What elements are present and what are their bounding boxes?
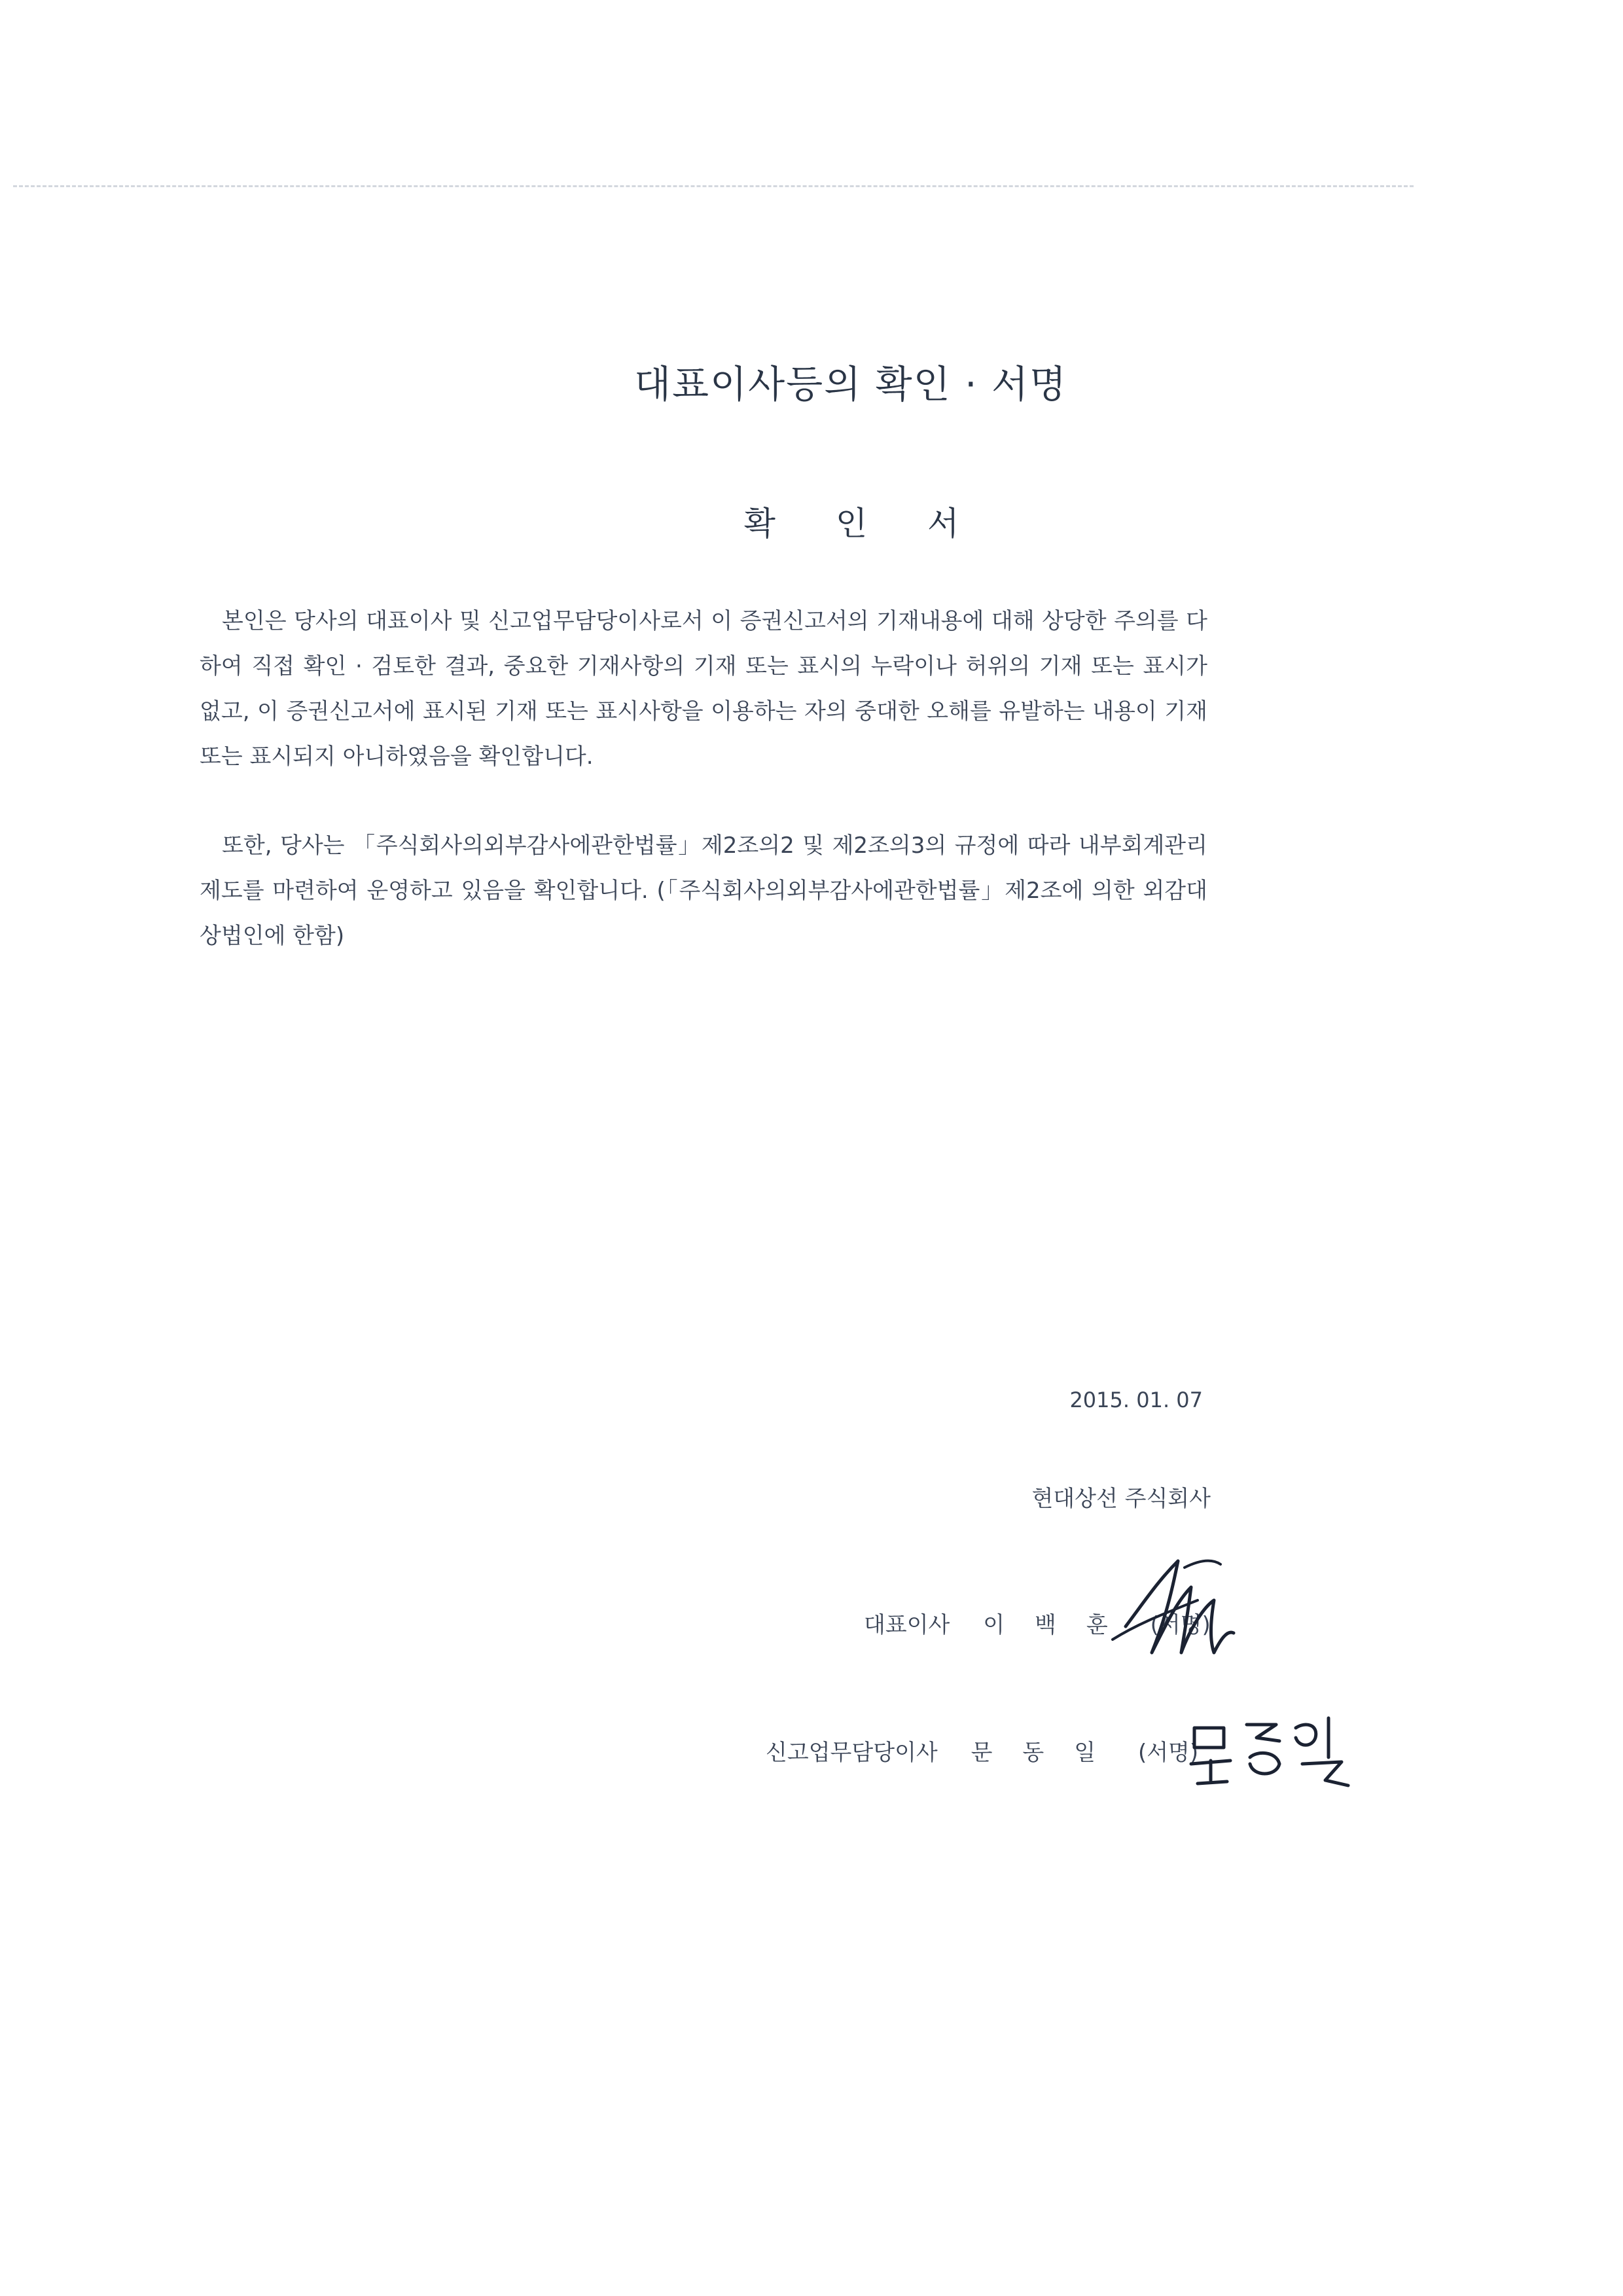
signatory-role: 대표이사: [864, 1612, 950, 1638]
page-title: 대표이사등의 확인 · 서명: [633, 362, 1068, 406]
confirmation-paragraph-2: 또한, 당사는 「주식회사의외부감사에관한법률」제2조의2 및 제2조의3의 규정에 따라 내부회계관리제도를 마련하여 운영하고 있음을 확인합니다. (「주식회사의외부감사에관한법률」제2조에 의한 외감대상법인에 한함): [200, 833, 1207, 949]
signatory-filing-director: [766, 1734, 1198, 1767]
signature-mark-label: (서명): [1150, 1612, 1211, 1638]
handwritten-signature-icon: [1185, 1702, 1355, 1800]
document-date: 2015. 01. 07: [1069, 1388, 1203, 1412]
scan-artifact-line: [13, 185, 1414, 187]
signature-mark-label: (서명): [1137, 1740, 1199, 1766]
signatory-name: 이백훈: [983, 1612, 1138, 1638]
signatory-role: 신고업무담당이사: [766, 1740, 938, 1766]
company-name: 현대상선 주식회사: [1031, 1486, 1211, 1512]
confirmation-paragraph-1: 본인은 당사의 대표이사 및 신고업무담당이사로서 이 증권신고서의 기재내용에 대해 상당한 주의를 다하여 직접 확인 · 검토한 결과, 중요한 기재사항의 기재 또는 표시의 누락이나 허위의 기재 또는 표시가 없고, 이 증권신고서에 표시된 기재 또는 표시사항을 이용하는 자의 중대한 오해를 유발하는 내용이 기재 또는 표시되지 아니하였음을 확인합니다.: [200, 608, 1207, 770]
ceo-signature-icon: [1106, 1541, 1243, 1679]
signatory-name: 문동일: [971, 1740, 1126, 1766]
document-subtitle: 확 인 서: [743, 505, 984, 543]
